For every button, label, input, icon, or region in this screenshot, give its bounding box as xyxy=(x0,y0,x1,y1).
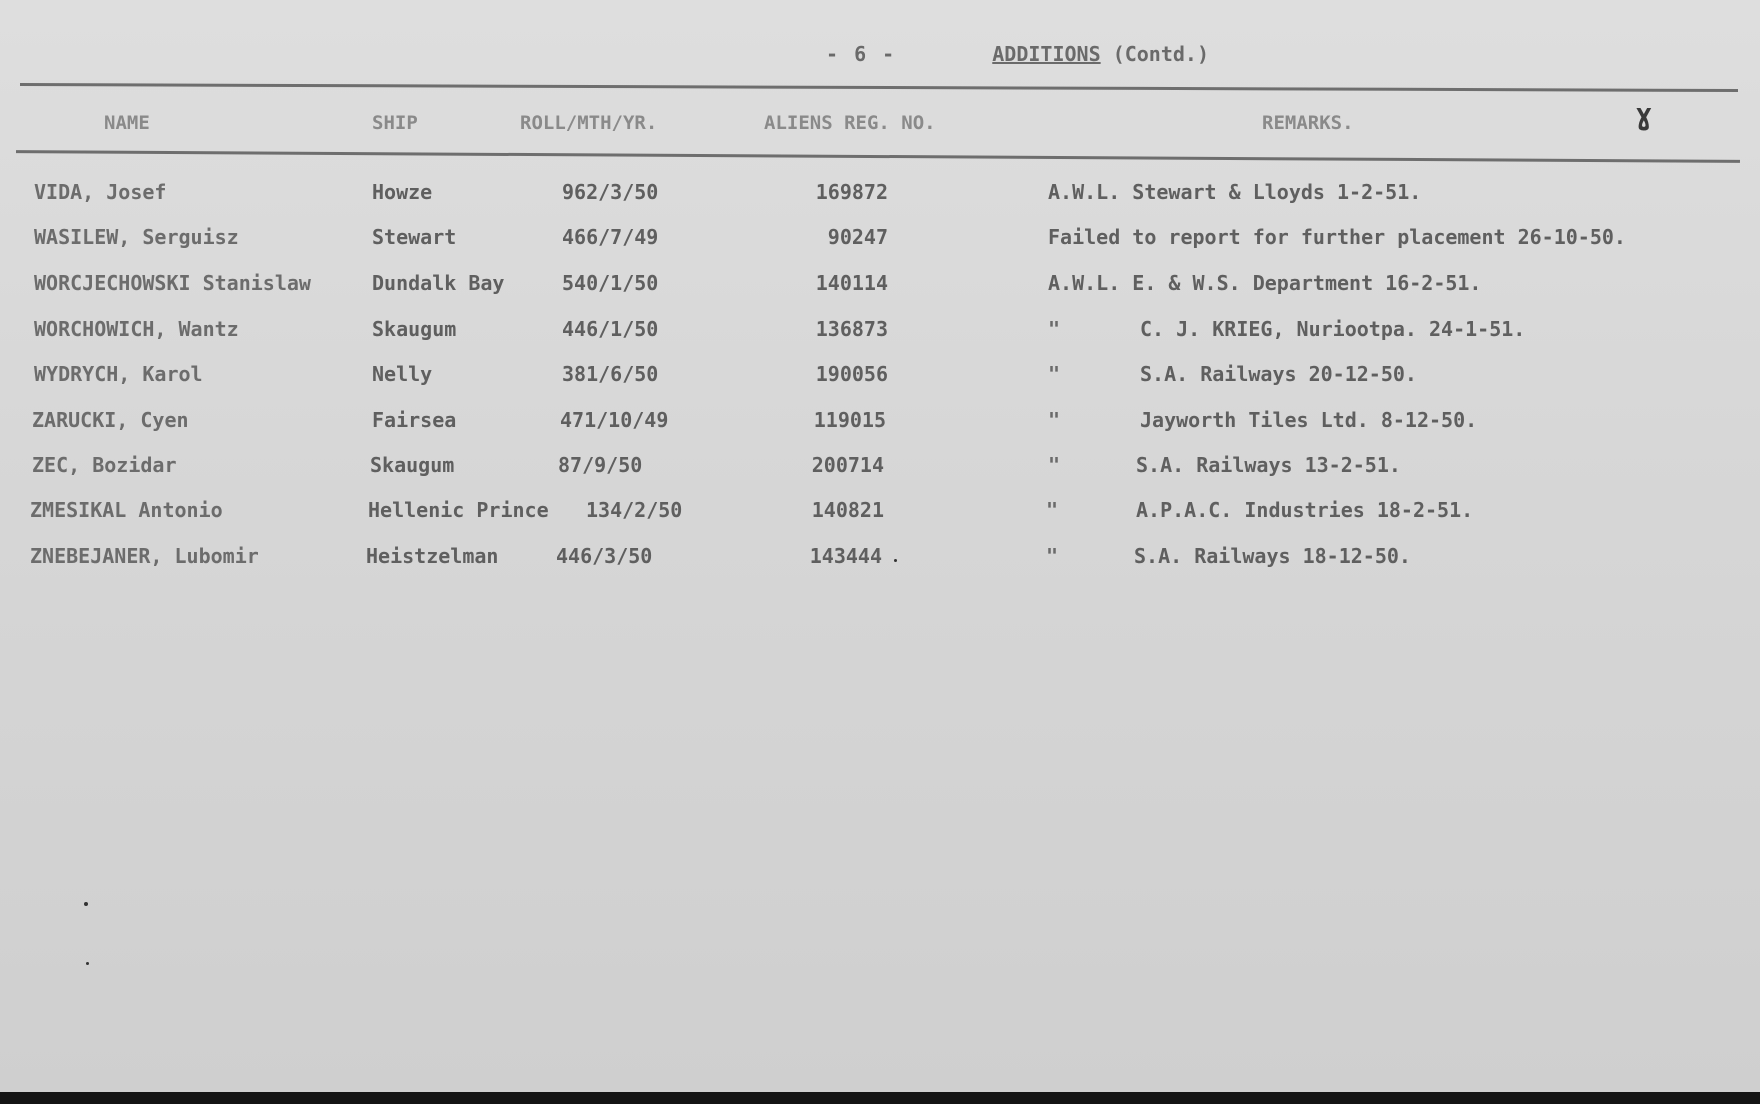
reg-number-cell: 140114 xyxy=(815,271,888,295)
name-cell: VIDA, Josef xyxy=(34,180,167,204)
ditto-mark: " xyxy=(1048,453,1061,477)
roll-cell: 134/2/50 xyxy=(586,498,683,522)
roll-cell: 446/3/50 xyxy=(556,544,653,568)
ship-cell: Nelly xyxy=(372,362,433,386)
name-cell: WYDRYCH, Karol xyxy=(34,362,203,386)
table-row xyxy=(0,271,1760,311)
ditto-mark: " xyxy=(1048,408,1061,432)
header-rule xyxy=(16,150,1740,163)
ship-cell: Heistzelman xyxy=(366,544,499,568)
ship-cell: Skaugum xyxy=(370,453,455,477)
roll-cell: 962/3/50 xyxy=(562,180,659,204)
ditto-mark: " xyxy=(1048,317,1061,341)
reg-number-cell: 169872 xyxy=(815,180,888,204)
roll-cell: 466/7/49 xyxy=(562,225,659,249)
remarks-cell: A.W.L. E. & W.S. Department 16-2-51. xyxy=(1048,271,1482,295)
handwritten-mark: Ɣ xyxy=(1636,104,1652,134)
reg-number-cell: 140821 xyxy=(811,498,884,522)
table-row xyxy=(0,408,1760,448)
remarks-cell: Failed to report for further placement 26-10-50. xyxy=(1048,225,1626,249)
roll-cell: 540/1/50 xyxy=(562,271,659,295)
paper-speck xyxy=(84,902,88,906)
paper-speck xyxy=(86,962,89,965)
remarks-cell: C. J. KRIEG, Nuriootpa. 24-1-51. xyxy=(1140,317,1526,341)
remarks-cell: A.P.A.C. Industries 18-2-51. xyxy=(1136,498,1474,522)
column-header-ship: SHIP xyxy=(372,112,418,134)
column-header-aliens-reg: ALIENS REG. NO. xyxy=(764,112,936,134)
table-row xyxy=(0,498,1760,538)
top-rule xyxy=(20,83,1738,92)
reg-number-cell: 143444 xyxy=(809,544,882,568)
ship-cell: Stewart xyxy=(372,225,457,249)
column-header-remarks: REMARKS. xyxy=(1262,112,1354,134)
name-cell: WORCJECHOWSKI Stanislaw xyxy=(34,271,311,295)
page-number: - 6 - xyxy=(826,42,897,66)
ship-cell: Fairsea xyxy=(372,408,457,432)
name-cell: ZNEBEJANER, Lubomir xyxy=(30,544,259,568)
roll-cell: 471/10/49 xyxy=(560,408,669,432)
ditto-mark: " xyxy=(1048,362,1061,386)
reg-number-cell: 190056 xyxy=(815,362,888,386)
ship-cell: Hellenic Prince xyxy=(368,498,549,522)
name-cell: ZARUCKI, Cyen xyxy=(32,408,189,432)
table-row xyxy=(0,362,1760,402)
table-row xyxy=(0,544,1760,584)
ship-cell: Howze xyxy=(372,180,433,204)
column-header-roll: ROLL/MTH/YR. xyxy=(520,112,658,134)
name-cell: WORCHOWICH, Wantz xyxy=(34,317,239,341)
reg-number-cell: 90247 xyxy=(827,225,888,249)
column-header-name: NAME xyxy=(104,112,150,134)
table-row xyxy=(0,453,1760,493)
ditto-mark: " xyxy=(1046,498,1059,522)
name-cell: ZMESIKAL Antonio xyxy=(30,498,223,522)
paper-speck xyxy=(894,559,897,562)
page-title: ADDITIONS xyxy=(992,42,1101,66)
table-row xyxy=(0,225,1760,265)
name-cell: ZEC, Bozidar xyxy=(32,453,177,477)
remarks-cell: S.A. Railways 13-2-51. xyxy=(1136,453,1401,477)
reg-number-cell: 200714 xyxy=(811,453,884,477)
table-row xyxy=(0,317,1760,357)
remarks-cell: S.A. Railways 20-12-50. xyxy=(1140,362,1417,386)
page-title-suffix: (Contd.) xyxy=(1112,42,1210,66)
remarks-cell: S.A. Railways 18-12-50. xyxy=(1134,544,1411,568)
reg-number-cell: 119015 xyxy=(813,408,886,432)
roll-cell: 446/1/50 xyxy=(562,317,659,341)
reg-number-cell: 136873 xyxy=(815,317,888,341)
name-cell: WASILEW, Serguisz xyxy=(34,225,239,249)
table-row xyxy=(0,180,1760,220)
page-header xyxy=(826,42,1209,66)
remarks-cell: Jayworth Tiles Ltd. 8-12-50. xyxy=(1140,408,1478,432)
remarks-cell: A.W.L. Stewart & Lloyds 1-2-51. xyxy=(1048,180,1422,204)
ditto-mark: " xyxy=(1046,544,1059,568)
roll-cell: 87/9/50 xyxy=(558,453,643,477)
ship-cell: Skaugum xyxy=(372,317,457,341)
ship-cell: Dundalk Bay xyxy=(372,271,505,295)
roll-cell: 381/6/50 xyxy=(562,362,659,386)
